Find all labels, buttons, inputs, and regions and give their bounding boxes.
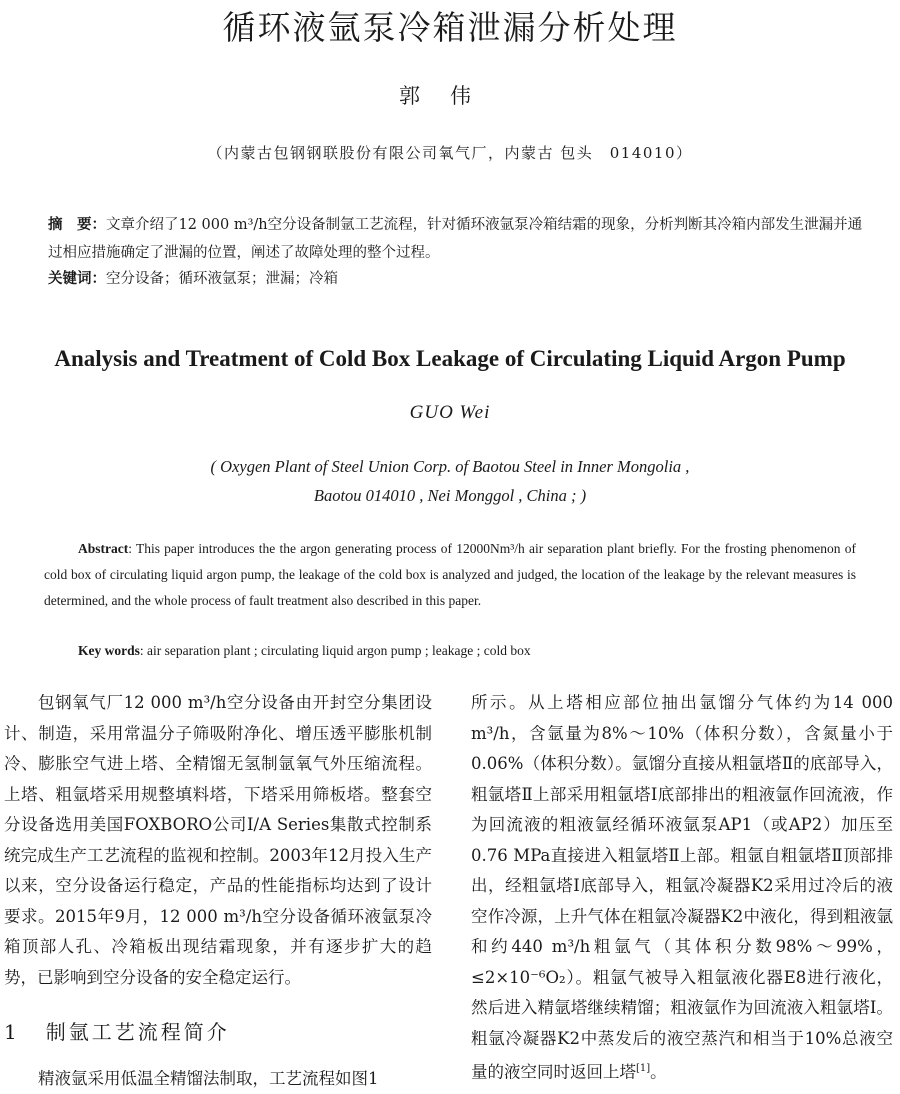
author-english: GUO Wei [409, 402, 491, 423]
keywords-chinese [48, 268, 868, 290]
keywords-chinese-label: 关键词： [48, 270, 106, 287]
section-number: 1 [4, 1020, 20, 1044]
author-chinese: 郭伟 [399, 84, 501, 108]
abstract-chinese-text: 文章介绍了12 000 m³/h空分设备制氩工艺流程，针对循环液氩泵冷箱结霜的现象，分析判断其冷箱内部发生泄漏并通过相应措施确定了泄漏的位置，阐述了故障处理的整个过程。 [48, 217, 863, 261]
abstract-english-text: : This paper introduces the the argon generating process of 12000Nm³/h air separation plant briefly. For the frosting phenomenon of cold box of circulating liquid argon pump, the leakage of the cold box is analyzed and judged, the location of the leakage by the relevant measures is determined, and the whole process of fault treatment also described in this paper. [44, 541, 856, 608]
abstract-chinese-label: 摘 要： [48, 216, 106, 233]
body-right-text: 所示。从上塔相应部位抽出氩馏分气体约为14 000 m³/h，含氩量为8%～10%（体积分数），含氮量小于0.06%（体积分数）。氩馏分直接从粗氩塔Ⅱ的底部导入，粗氩塔Ⅱ上部采用粗氩塔Ⅰ底部排出的粗液氩作回流液，作为回流液的粗液氩经循环液氩泵AP1（或AP2）加压至0.76 MPa直接进入粗氩塔Ⅱ上部。粗氩自粗氩塔Ⅱ顶部排出，经粗氩塔Ⅰ底部导入，粗氩冷凝器K2采用过冷后的液空作冷源，上升气体在粗氩冷凝器K2中液化，得到粗液氩和约440 m³/h粗氩气（其体积分数98%～99%，≤2×10⁻⁶O₂）。粗氩气被导入粗氩液化器E8进行液化，然后进入精氩塔继续精馏；粗液氩作为回流液入粗氩塔Ⅰ。粗氩冷凝器K2中蒸发后的液空蒸汽和相当于10%总液空量的液空同时返回上塔 [471, 693, 893, 1082]
reference-citation[interactable]: [1] [636, 1063, 651, 1074]
affiliation-english-line2: Baotou 014010 , Nei Monggol , China ; ) [313, 486, 587, 505]
section-heading [4, 1016, 432, 1045]
body-column-left [4, 688, 432, 993]
abstract-english [44, 536, 856, 614]
body-right-paragraph [471, 688, 893, 1088]
body-right-end: 。 [650, 1062, 667, 1082]
keywords-english [78, 640, 858, 662]
body-left-paragraph: 包钢氧气厂12 000 m³/h空分设备由开封空分集团设计、制造，采用常温分子筛吸附净化、增压透平膨胀机制冷、膨胀空气进上塔、全精馏无氢制氩氧气外压缩流程。上塔、粗氩塔采用规整填料塔，下塔采用筛板塔。整套空分设备选用美国FOXBORO公司I/A Series集散式控制系统完成生产工艺流程的监视和控制。2003年12月投入生产以来，空分设备运行稳定，产品的性能指标均达到了设计要求。2015年9月，12 000 m³/h空分设备循环液氩泵冷箱顶部人孔、冷箱板出现结霜现象，并有逐步扩大的趋势，已影响到空分设备的安全稳定运行。 [4, 693, 432, 987]
affiliation-english-line1: ( Oxygen Plant of Steel Union Corp. of Baotou Steel in Inner Mongolia , [210, 457, 690, 476]
keywords-chinese-text: 空分设备；循环液氩泵；泄漏；冷箱 [106, 271, 338, 287]
title-english: Analysis and Treatment of Cold Box Leakage of Circulating Liquid Argon Pump [54, 346, 846, 371]
abstract-english-label: Abstract [78, 541, 129, 556]
keywords-english-label: Key words [78, 643, 140, 658]
affiliation-english [0, 452, 900, 510]
body-left-tail: 精液氩采用低温全精馏法制取，工艺流程如图1 [38, 1069, 379, 1088]
body-column-right [471, 688, 893, 1088]
affiliation-chinese: （内蒙古包钢钢联股份有限公司氧气厂，内蒙古 包头 014010） [207, 144, 693, 162]
section-title: 制氩工艺流程简介 [45, 1020, 230, 1044]
keywords-english-text: : air separation plant ; circulating liquid argon pump ; leakage ; cold box [139, 643, 531, 658]
title-chinese: 循环液氩泵冷箱泄漏分析处理 [222, 8, 678, 47]
abstract-chinese [48, 211, 868, 267]
